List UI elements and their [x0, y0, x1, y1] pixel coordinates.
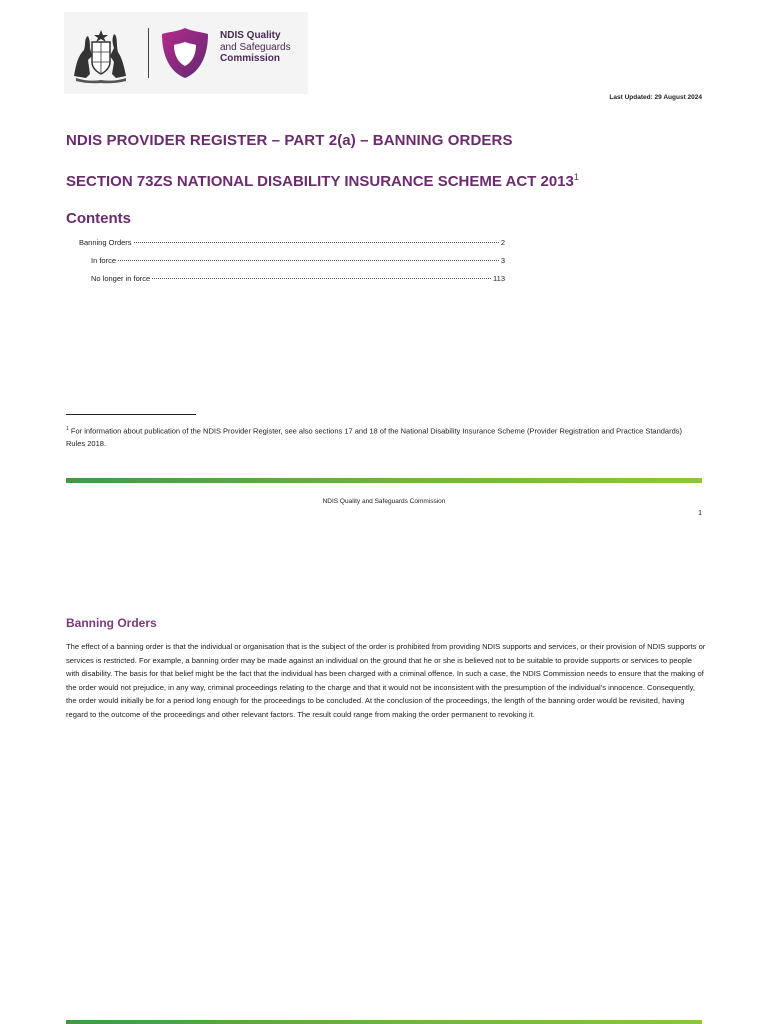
- logo-divider: [148, 28, 149, 78]
- toc-label: In force: [91, 256, 117, 265]
- footer-org: NDIS Quality and Safeguards Commission: [322, 498, 446, 505]
- logo-wordmark: [220, 30, 291, 65]
- toc-label: Banning Orders: [79, 238, 132, 247]
- footnote-rule: [66, 414, 196, 415]
- toc-entry-no-longer-in-force[interactable]: [91, 274, 505, 283]
- footer-bar-page-2: [66, 1020, 702, 1024]
- toc-page: 113: [493, 274, 505, 283]
- toc-label: No longer in force: [91, 274, 151, 283]
- ndis-shield-logo-icon: [160, 26, 210, 80]
- footnote: [66, 423, 702, 451]
- toc-entry-in-force[interactable]: [91, 256, 505, 265]
- coat-of-arms-icon: [68, 26, 134, 84]
- toc-page: 2: [500, 238, 505, 247]
- toc-entry-banning-orders[interactable]: [79, 238, 505, 247]
- toc-page: 3: [500, 256, 505, 265]
- page-number: 1: [698, 510, 702, 517]
- section-body: The effect of a banning order is that the individual or organisation that is the subject of the order is prohibited from providing NDIS supports and services, or their provision of NDIS supports or services is restricted. For example, a banning order may be made against an individual on the ground that he or she is believed not to be suitable to provide supports or services to people with disability. The basis for that belief might be the fact that the individual has been charged with a criminal offence. In such a case, the NDIS Commission needs to ensure that the making of the order would not prejudice, in any way, criminal proceedings relating to the charge and that it would not be inconsistent with the presumption of the individual’s innocence. Consequently, the order would initially be for a period long enough for the proceedings to be concluded. At the conclusion of the proceedings, the length of the banning order would be revisited, having regard to the outcome of the proceedings and other relevant factors. The result could range from making the order permanent to revoking it.: [66, 642, 706, 719]
- logo-line-1: NDIS Quality: [220, 30, 281, 41]
- footnote-ref[interactable]: 1: [573, 172, 579, 182]
- footer-bar: [66, 478, 702, 483]
- last-updated: Last Updated: 29 August 2024: [609, 94, 702, 101]
- footnote-number: 1: [66, 426, 69, 432]
- subtitle-text: SECTION 73ZS NATIONAL DISABILITY INSURANCE SCHEME ACT 2013: [66, 173, 574, 190]
- logo-line-2: and Safeguards: [220, 41, 291, 53]
- document-title: NDIS PROVIDER REGISTER – PART 2(a) – BANNING ORDERS: [66, 132, 513, 149]
- toc-leader: [152, 278, 491, 279]
- header-logo: [64, 12, 308, 94]
- logo-line-3: Commission: [220, 53, 281, 64]
- contents-heading: Contents: [66, 210, 131, 227]
- toc-leader: [134, 242, 499, 243]
- section-heading: Banning Orders: [66, 616, 157, 630]
- footnote-text: For information about publication of the NDIS Provider Register, see also sections 17 and 18 of the National Disability Insurance Scheme (Provider Registration and Practice Standards) Rules 2018.: [66, 426, 683, 448]
- document-subtitle: [66, 172, 579, 190]
- toc-leader: [118, 260, 499, 261]
